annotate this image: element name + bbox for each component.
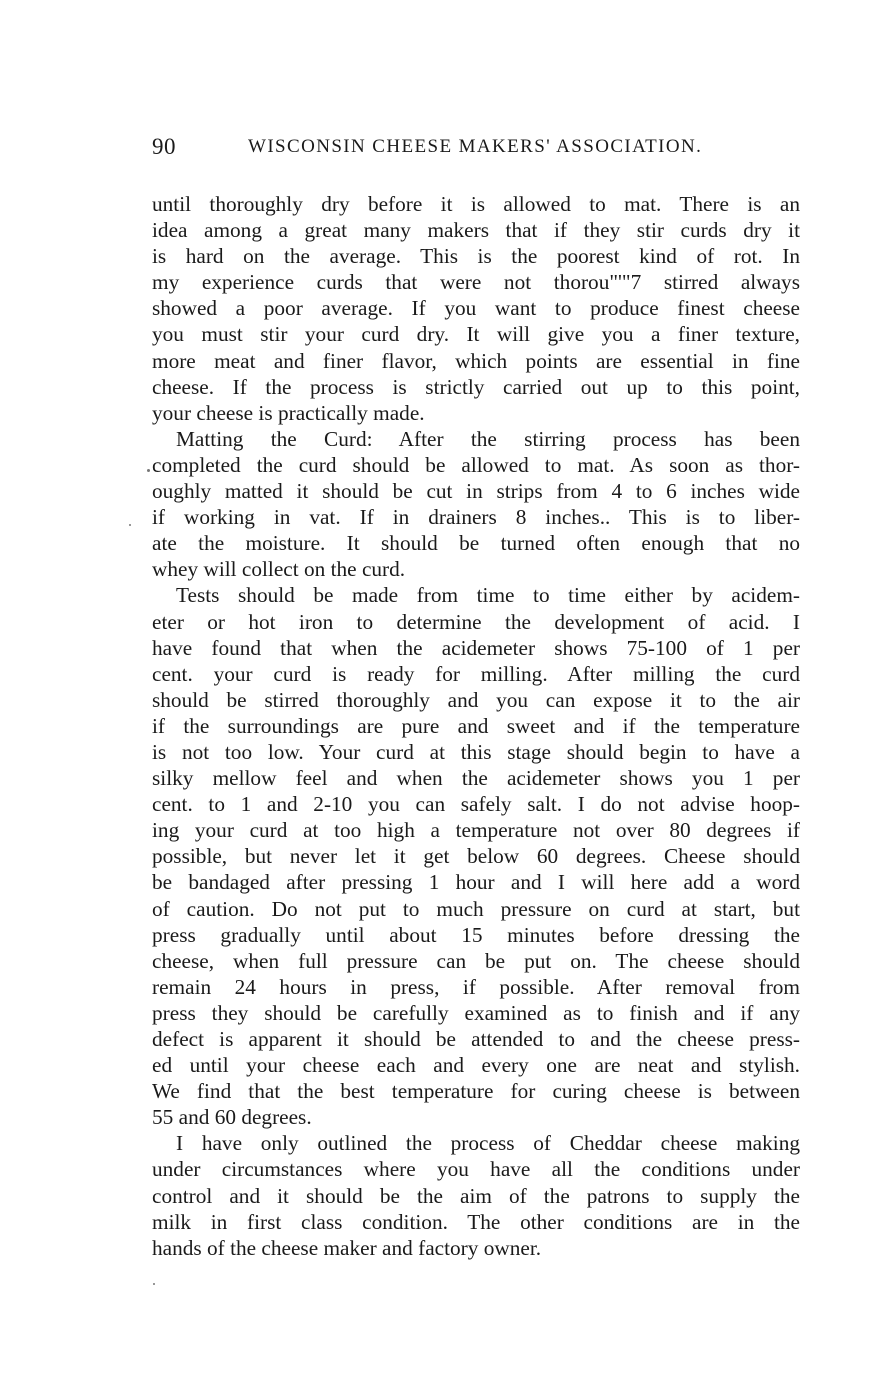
body-text [152, 191, 800, 1261]
text-line: ed until your cheese each and every one are neat and stylish. [152, 1053, 800, 1078]
text-line: under circumstances where you have all the conditions under [152, 1157, 800, 1182]
text-line: your cheese is practically made. [152, 400, 425, 425]
text-line: cheese. If the process is strictly carried out up to this point, [152, 374, 800, 399]
text-line: idea among a great many makers that if they stir curds dry it [152, 218, 800, 243]
text-line: be bandaged after pressing 1 hour and I will here add a word [152, 870, 800, 895]
text-line: more meat and finer flavor, which points are essential in fine [152, 348, 800, 373]
text-line: press gradually until about 15 minutes before dressing the [152, 922, 800, 947]
text-line: defect is apparent it should be attended to and the cheese press- [152, 1027, 800, 1051]
scan-speck [147, 469, 150, 472]
text-line: cheese, when full pressure can be put on. The cheese should [152, 948, 800, 973]
text-line: Matting the Curd: After the stirring process has been [176, 426, 800, 451]
scan-speck [129, 524, 131, 526]
text-line: you must stir your curd dry. It will give you a finer texture, [152, 322, 800, 347]
running-head: WISCONSIN CHEESE MAKERS' ASSOCIATION. [248, 136, 703, 157]
text-line: is hard on the average. This is the poorest kind of rot. In [152, 244, 800, 269]
text-line: We find that the best temperature for curing cheese is between [152, 1079, 800, 1104]
text-line: possible, but never let it get below 60 degrees. Cheese should [152, 844, 800, 869]
paragraph-3 [152, 582, 800, 1130]
text-line: of caution. Do not put to much pressure on curd at start, but [152, 896, 800, 921]
text-line: silky mellow feel and when the acidemeter shows you 1 per [152, 766, 800, 791]
text-line: have found that when the acidemeter shows 75-100 of 1 per [152, 635, 800, 660]
text-line: if the surroundings are pure and sweet and if the temperature [152, 713, 800, 738]
text-line: whey will collect on the curd. [152, 557, 406, 582]
text-line: ate the moisture. It should be turned often enough that no [152, 531, 800, 556]
text-line: eter or hot iron to determine the development of acid. I [152, 609, 800, 634]
text-line: 55 and 60 degrees. [152, 1105, 312, 1130]
text-line: cent. to 1 and 2-10 you can safely salt. I do not advise hoop- [152, 792, 800, 817]
text-line: Tests should be made from time to time either by acidem- [176, 583, 800, 608]
paragraph-1 [152, 191, 800, 426]
text-line: ing your curd at too high a temperature not over 80 degrees if [152, 818, 800, 843]
text-line: I have only outlined the process of Cheddar cheese making [176, 1131, 800, 1156]
paragraph-2 [152, 426, 800, 583]
text-line: if working in vat. If in drainers 8 inches.. This is to liber- [152, 505, 800, 530]
text-line: milk in first class condition. The other conditions are in the [152, 1209, 800, 1234]
text-line: should be stirred thoroughly and you can expose it to the air [152, 687, 800, 712]
text-line: my experience curds that were not thorou"'"7 stirred always [152, 270, 800, 295]
paragraph-4 [152, 1130, 800, 1260]
text-line: completed the curd should be allowed to mat. As soon as thor- [152, 452, 800, 477]
scan-speck [153, 1283, 155, 1285]
text-line: press they should be carefully examined as to finish and if any [152, 1000, 800, 1025]
text-line: cent. your curd is ready for milling. After milling the curd [152, 661, 800, 686]
text-line: oughly matted it should be cut in strips from 4 to 6 inches wide [152, 479, 800, 504]
text-line: showed a poor average. If you want to produce finest cheese [152, 296, 800, 321]
page-number: 90 [152, 134, 176, 159]
text-line: until thoroughly dry before it is allowed to mat. There is an [152, 192, 800, 216]
page-header [152, 134, 812, 164]
text-line: remain 24 hours in press, if possible. After removal from [152, 974, 800, 999]
text-line: hands of the cheese maker and factory owner. [152, 1235, 542, 1260]
text-line: control and it should be the aim of the patrons to supply the [152, 1183, 800, 1208]
text-line: is not too low. Your curd at this stage should begin to have a [152, 739, 800, 764]
